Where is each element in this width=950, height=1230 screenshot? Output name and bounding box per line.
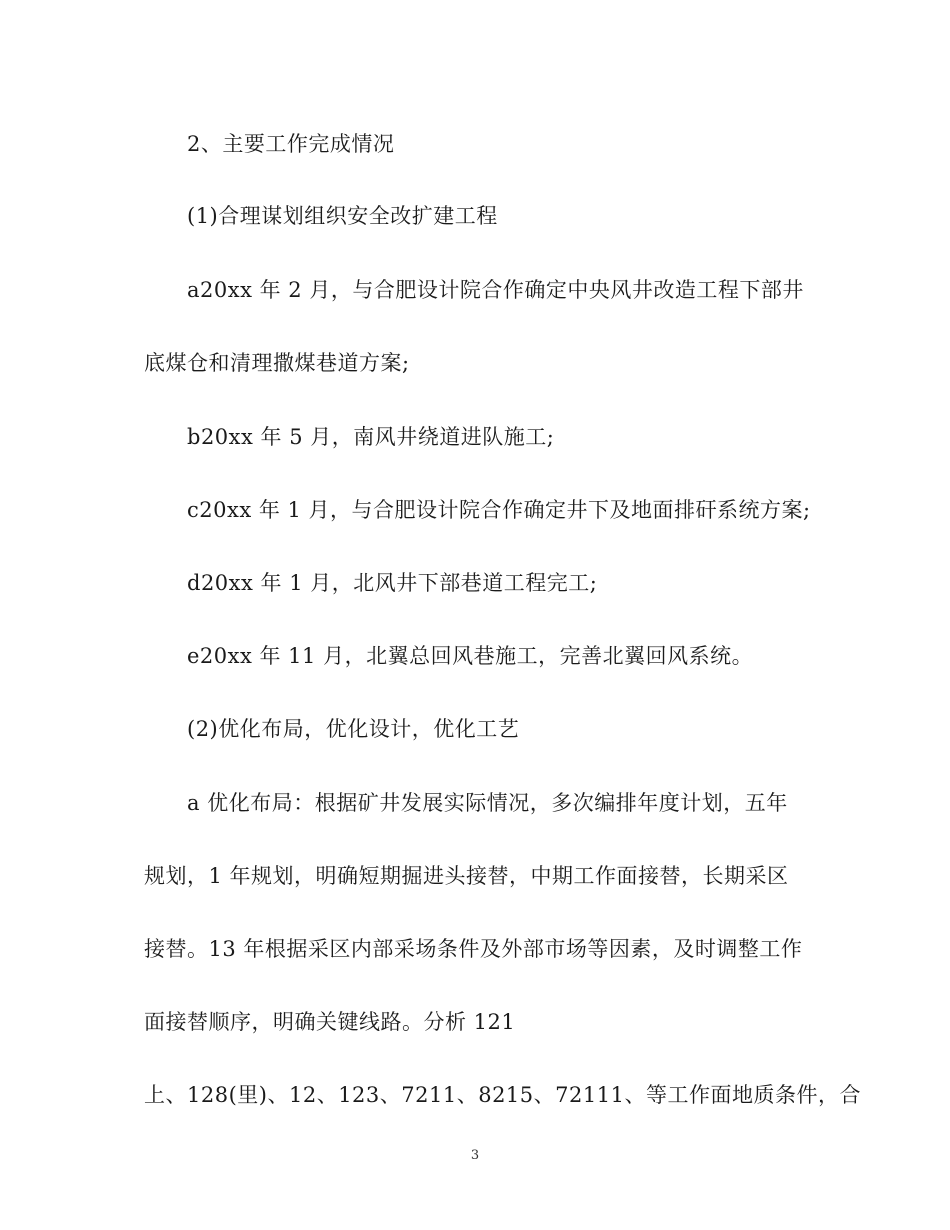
paragraph-line: e20xx 年 11 月，北翼总回风巷施工，完善北翼回风系统。: [187, 644, 754, 668]
paragraph-line: b20xx 年 5 月，南风井绕道进队施工;: [187, 425, 555, 449]
paragraph-line: 上、128(里)、12、123、7211、8215、72111、等工作面地质条件，合: [144, 1083, 861, 1107]
paragraph-line: 面接替顺序，明确关键线路。分析 121: [144, 1010, 516, 1034]
paragraph-line: 规划，1 年规划，明确短期掘进头接替，中期工作面接替，长期采区: [144, 864, 789, 888]
subsection-heading: (2)优化布局，优化设计，优化工艺: [187, 717, 520, 741]
paragraph-line: d20xx 年 1 月，北风井下部巷道工程完工;: [187, 571, 598, 595]
paragraph-line: a20xx 年 2 月，与合肥设计院合作确定中央风井改造工程下部井: [187, 278, 804, 302]
paragraph-line: 接替。13 年根据采区内部采场条件及外部市场等因素，及时调整工作: [144, 937, 803, 961]
subsection-heading: (1)合理谋划组织安全改扩建工程: [187, 204, 498, 228]
paragraph-line: a 优化布局：根据矿井发展实际情况，多次编排年度计划，五年: [187, 791, 788, 815]
paragraph-line: 底煤仓和清理撒煤巷道方案;: [144, 351, 410, 375]
page-number: 3: [470, 1148, 480, 1163]
section-heading: 2、主要工作完成情况: [187, 132, 395, 156]
paragraph-line: c20xx 年 1 月，与合肥设计院合作确定井下及地面排矸系统方案;: [187, 498, 811, 522]
